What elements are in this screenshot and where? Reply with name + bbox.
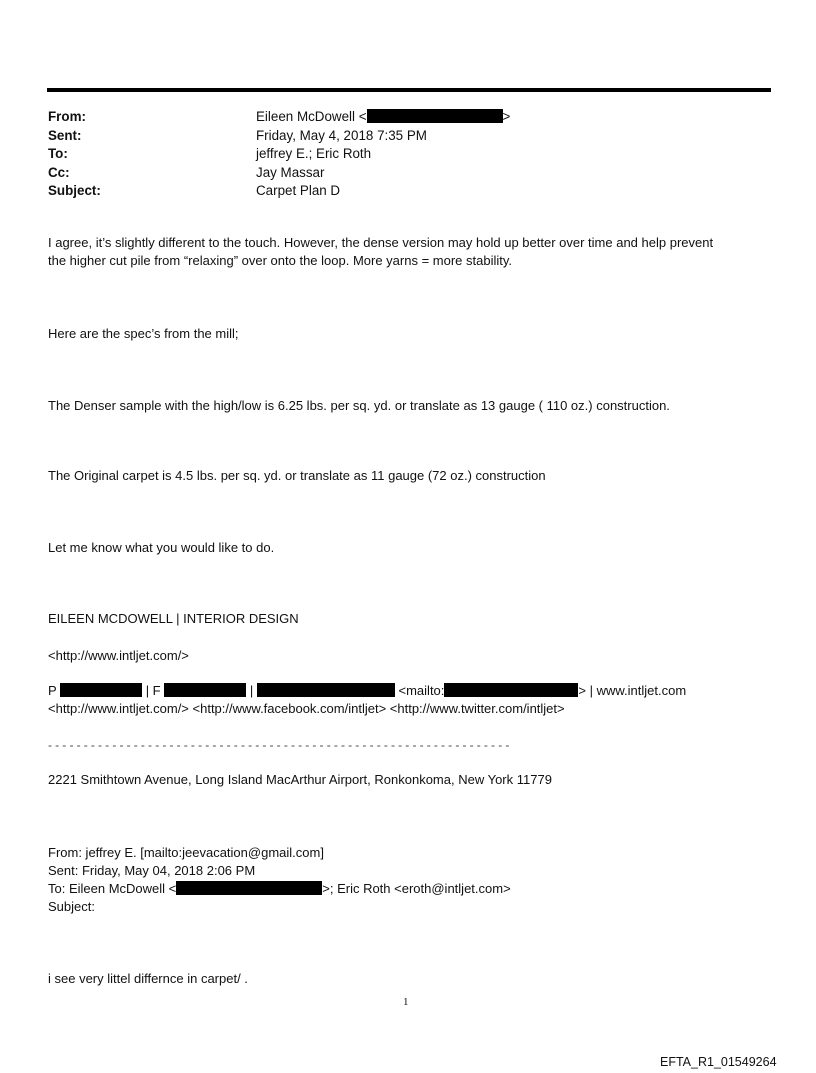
quoted-subject: Subject: xyxy=(48,899,95,914)
cc-label: Cc: xyxy=(48,164,70,180)
from-label: From: xyxy=(48,109,86,124)
mailto-prefix: <mailto: xyxy=(398,683,445,698)
signature-contact-line xyxy=(48,682,686,700)
phone-prefix: P xyxy=(48,683,57,698)
redacted-fax xyxy=(164,683,246,697)
redacted-email xyxy=(257,683,395,697)
subject-value: Carpet Plan D xyxy=(256,183,341,198)
from-close: > xyxy=(502,109,511,124)
quoted-sent: Sent: Friday, May 04, 2018 2:06 PM xyxy=(48,863,256,878)
mailto-suffix[interactable]: > | www.intljet.com xyxy=(578,683,687,698)
signature-divider: ----------------------------------------------------------------- xyxy=(48,738,513,752)
quoted-to xyxy=(48,880,511,898)
fax-prefix: | F xyxy=(145,683,161,698)
from-name: Eileen McDowell < xyxy=(256,109,367,124)
quoted-body: i see very littel differnce in carpet/ . xyxy=(48,971,248,986)
signature-address: 2221 Smithtown Avenue, Long Island MacArthur Airport, Ronkonkoma, New York 11779 xyxy=(48,772,552,787)
body-paragraph-4: The Original carpet is 4.5 lbs. per sq. yd. or translate as 11 gauge (72 oz.) construction xyxy=(48,468,546,483)
contact-pipe: | xyxy=(249,683,254,698)
body-paragraph-1 xyxy=(48,234,713,270)
subject-label: Subject: xyxy=(48,183,101,198)
quoted-header xyxy=(48,844,511,916)
body-line-1: I agree, it’s slightly different to the touch. However, the dense version may hold up better over time and help prevent xyxy=(48,235,714,250)
document-id: EFTA_R1_01549264 xyxy=(660,1055,777,1069)
sent-value: Friday, May 4, 2018 7:35 PM xyxy=(256,127,427,143)
body-line-2: the higher cut pile from “relaxing” over onto the loop. More yarns = more stability. xyxy=(48,253,513,268)
redacted-phone xyxy=(60,683,142,697)
header-rule xyxy=(47,88,771,92)
redacted-email xyxy=(367,109,503,123)
quoted-from: From: jeffrey E. [mailto:jeevacation@gmail.com] xyxy=(48,845,324,860)
redacted-email xyxy=(176,881,322,895)
signature-name: EILEEN MCDOWELL | INTERIOR DESIGN xyxy=(48,611,299,626)
page-number: 1 xyxy=(403,996,409,1008)
to-label: To: xyxy=(48,146,68,161)
body-paragraph-3: The Denser sample with the high/low is 6.25 lbs. per sq. yd. or translate as 13 gauge ( 110 oz.) construction. xyxy=(48,398,670,413)
quoted-to-suffix: >; Eric Roth <eroth@intljet.com> xyxy=(322,881,511,896)
redacted-mailto xyxy=(444,683,578,697)
body-paragraph-2: Here are the spec’s from the mill; xyxy=(48,326,239,341)
sent-label: Sent: xyxy=(48,127,82,143)
signature-site-link[interactable]: <http://www.intljet.com/> xyxy=(48,648,189,663)
quoted-to-prefix: To: Eileen McDowell < xyxy=(48,881,177,896)
from-value xyxy=(256,108,510,127)
to-value: jeffrey E.; Eric Roth xyxy=(256,146,372,161)
body-paragraph-5: Let me know what you would like to do. xyxy=(48,540,275,555)
cc-value: Jay Massar xyxy=(256,164,325,180)
signature-links[interactable]: <http://www.intljet.com/> <http://www.facebook.com/intljet> <http://www.twitter.com/intljet> xyxy=(48,701,565,716)
